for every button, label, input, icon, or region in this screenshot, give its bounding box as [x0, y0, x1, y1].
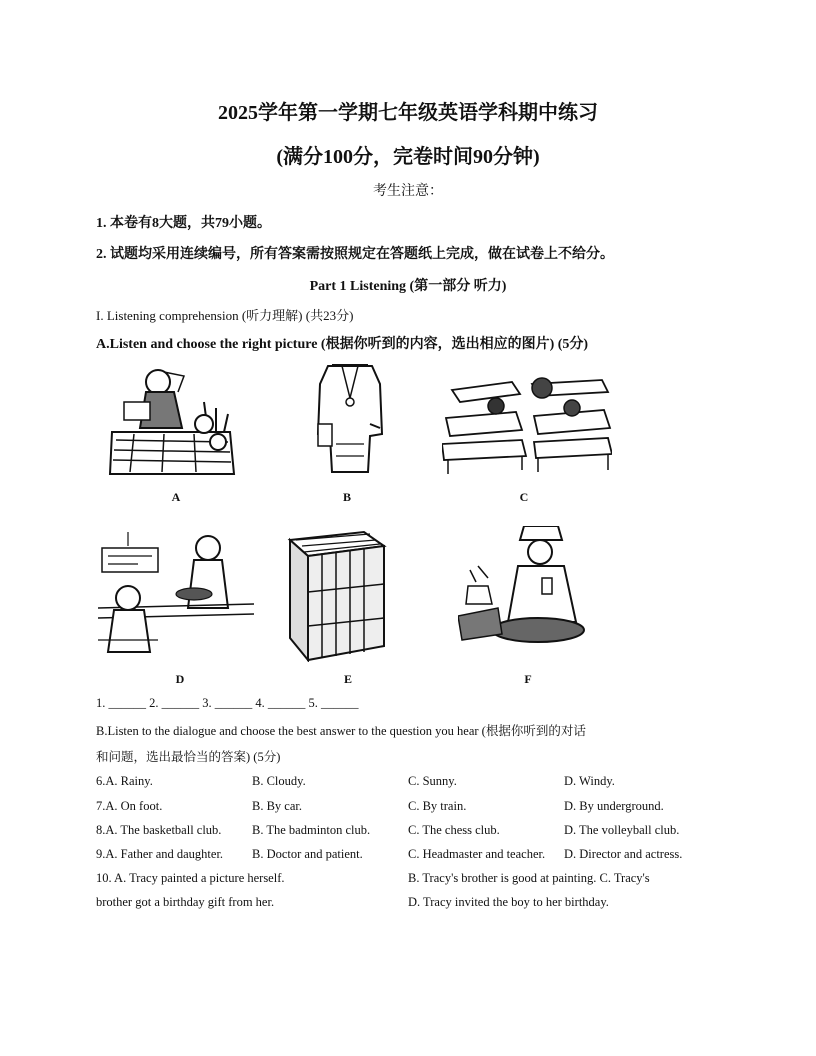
q9-option-c: C. Headmaster and teacher.	[408, 847, 546, 861]
picture-f-label: F	[524, 672, 532, 686]
bedtime-story-scene-icon	[104, 362, 238, 480]
section-b-heading-line2: 和问题，选出最恰当的答案) (5分)	[96, 750, 281, 764]
q6-option-b: B. Cloudy.	[252, 774, 306, 788]
q9-option-d: D. Director and actress.	[564, 847, 683, 861]
q9-option-b: B. Doctor and patient.	[252, 847, 363, 861]
classroom-scene-icon	[442, 370, 612, 474]
wooden-crate-icon	[284, 526, 388, 662]
q10-line1-right: B. Tracy's brother is good at painting. C. Tracy's	[408, 871, 650, 885]
section-i-heading: I. Listening comprehension (听力理解) (共23分)	[96, 308, 354, 323]
section-b-heading-line1: B.Listen to the dialogue and choose the best answer to the question you hear (根据你听到的对话	[96, 724, 586, 738]
q8-option-b: B. The badminton club.	[252, 823, 371, 837]
q7-option-b: B. By car.	[252, 799, 302, 813]
q8-option-d: D. The volleyball club.	[564, 823, 680, 837]
q6-option-c: C. Sunny.	[408, 774, 457, 788]
q7-option-a: 7.A. On foot.	[96, 799, 163, 813]
picture-d-label: D	[175, 672, 185, 686]
q8-option-a: 8.A. The basketball club.	[96, 823, 222, 837]
q7-option-d: D. By underground.	[564, 799, 664, 813]
q10-line2-left: brother got a birthday gift from her.	[96, 895, 275, 909]
picture-a	[104, 362, 238, 480]
q6-option-d: D. Windy.	[564, 774, 615, 788]
answer-blanks-line: 1. ______ 2. ______ 3. ______ 4. ______ 5. ______	[96, 696, 359, 710]
q6-option-a: 6.A. Rainy.	[96, 774, 153, 788]
doctor-patient-scene-icon	[98, 528, 254, 656]
picture-e-label: E	[343, 672, 352, 686]
notice-1: 1. 本卷有8大题，共79小题。	[96, 216, 271, 231]
picture-e	[284, 526, 388, 662]
picture-f	[458, 526, 600, 652]
picture-d	[98, 528, 254, 656]
chef-cooking-icon	[458, 526, 600, 652]
q10-line1-left: 10. A. Tracy painted a picture herself.	[96, 871, 285, 885]
person-with-lanyard-icon	[310, 364, 390, 476]
q8-option-c: C. The chess club.	[408, 823, 500, 837]
notice-heading: 考生注意：	[373, 184, 443, 199]
part1-title: Part 1 Listening (第一部分 听力)	[309, 279, 507, 294]
picture-b	[310, 364, 390, 476]
picture-a-label: A	[171, 490, 181, 504]
picture-b-label: B	[342, 490, 351, 504]
section-a-heading: A.Listen and choose the right picture (根据你听到的内容，选出相应的图片) (5分)	[96, 337, 589, 352]
picture-c	[442, 370, 612, 474]
q9-option-a: 9.A. Father and daughter.	[96, 847, 224, 861]
page-subtitle: (满分100分，完卷时间90分钟)	[276, 146, 540, 168]
page-title: 2025学年第一学期七年级英语学科期中练习	[218, 102, 598, 124]
notice-2: 2. 试题均采用连续编号，所有答案需按照规定在答题纸上完成，做在试卷上不给分。	[96, 247, 614, 262]
q10-line2-right: D. Tracy invited the boy to her birthday.	[408, 895, 609, 909]
picture-c-label: C	[519, 490, 529, 504]
q7-option-c: C. By train.	[408, 799, 467, 813]
